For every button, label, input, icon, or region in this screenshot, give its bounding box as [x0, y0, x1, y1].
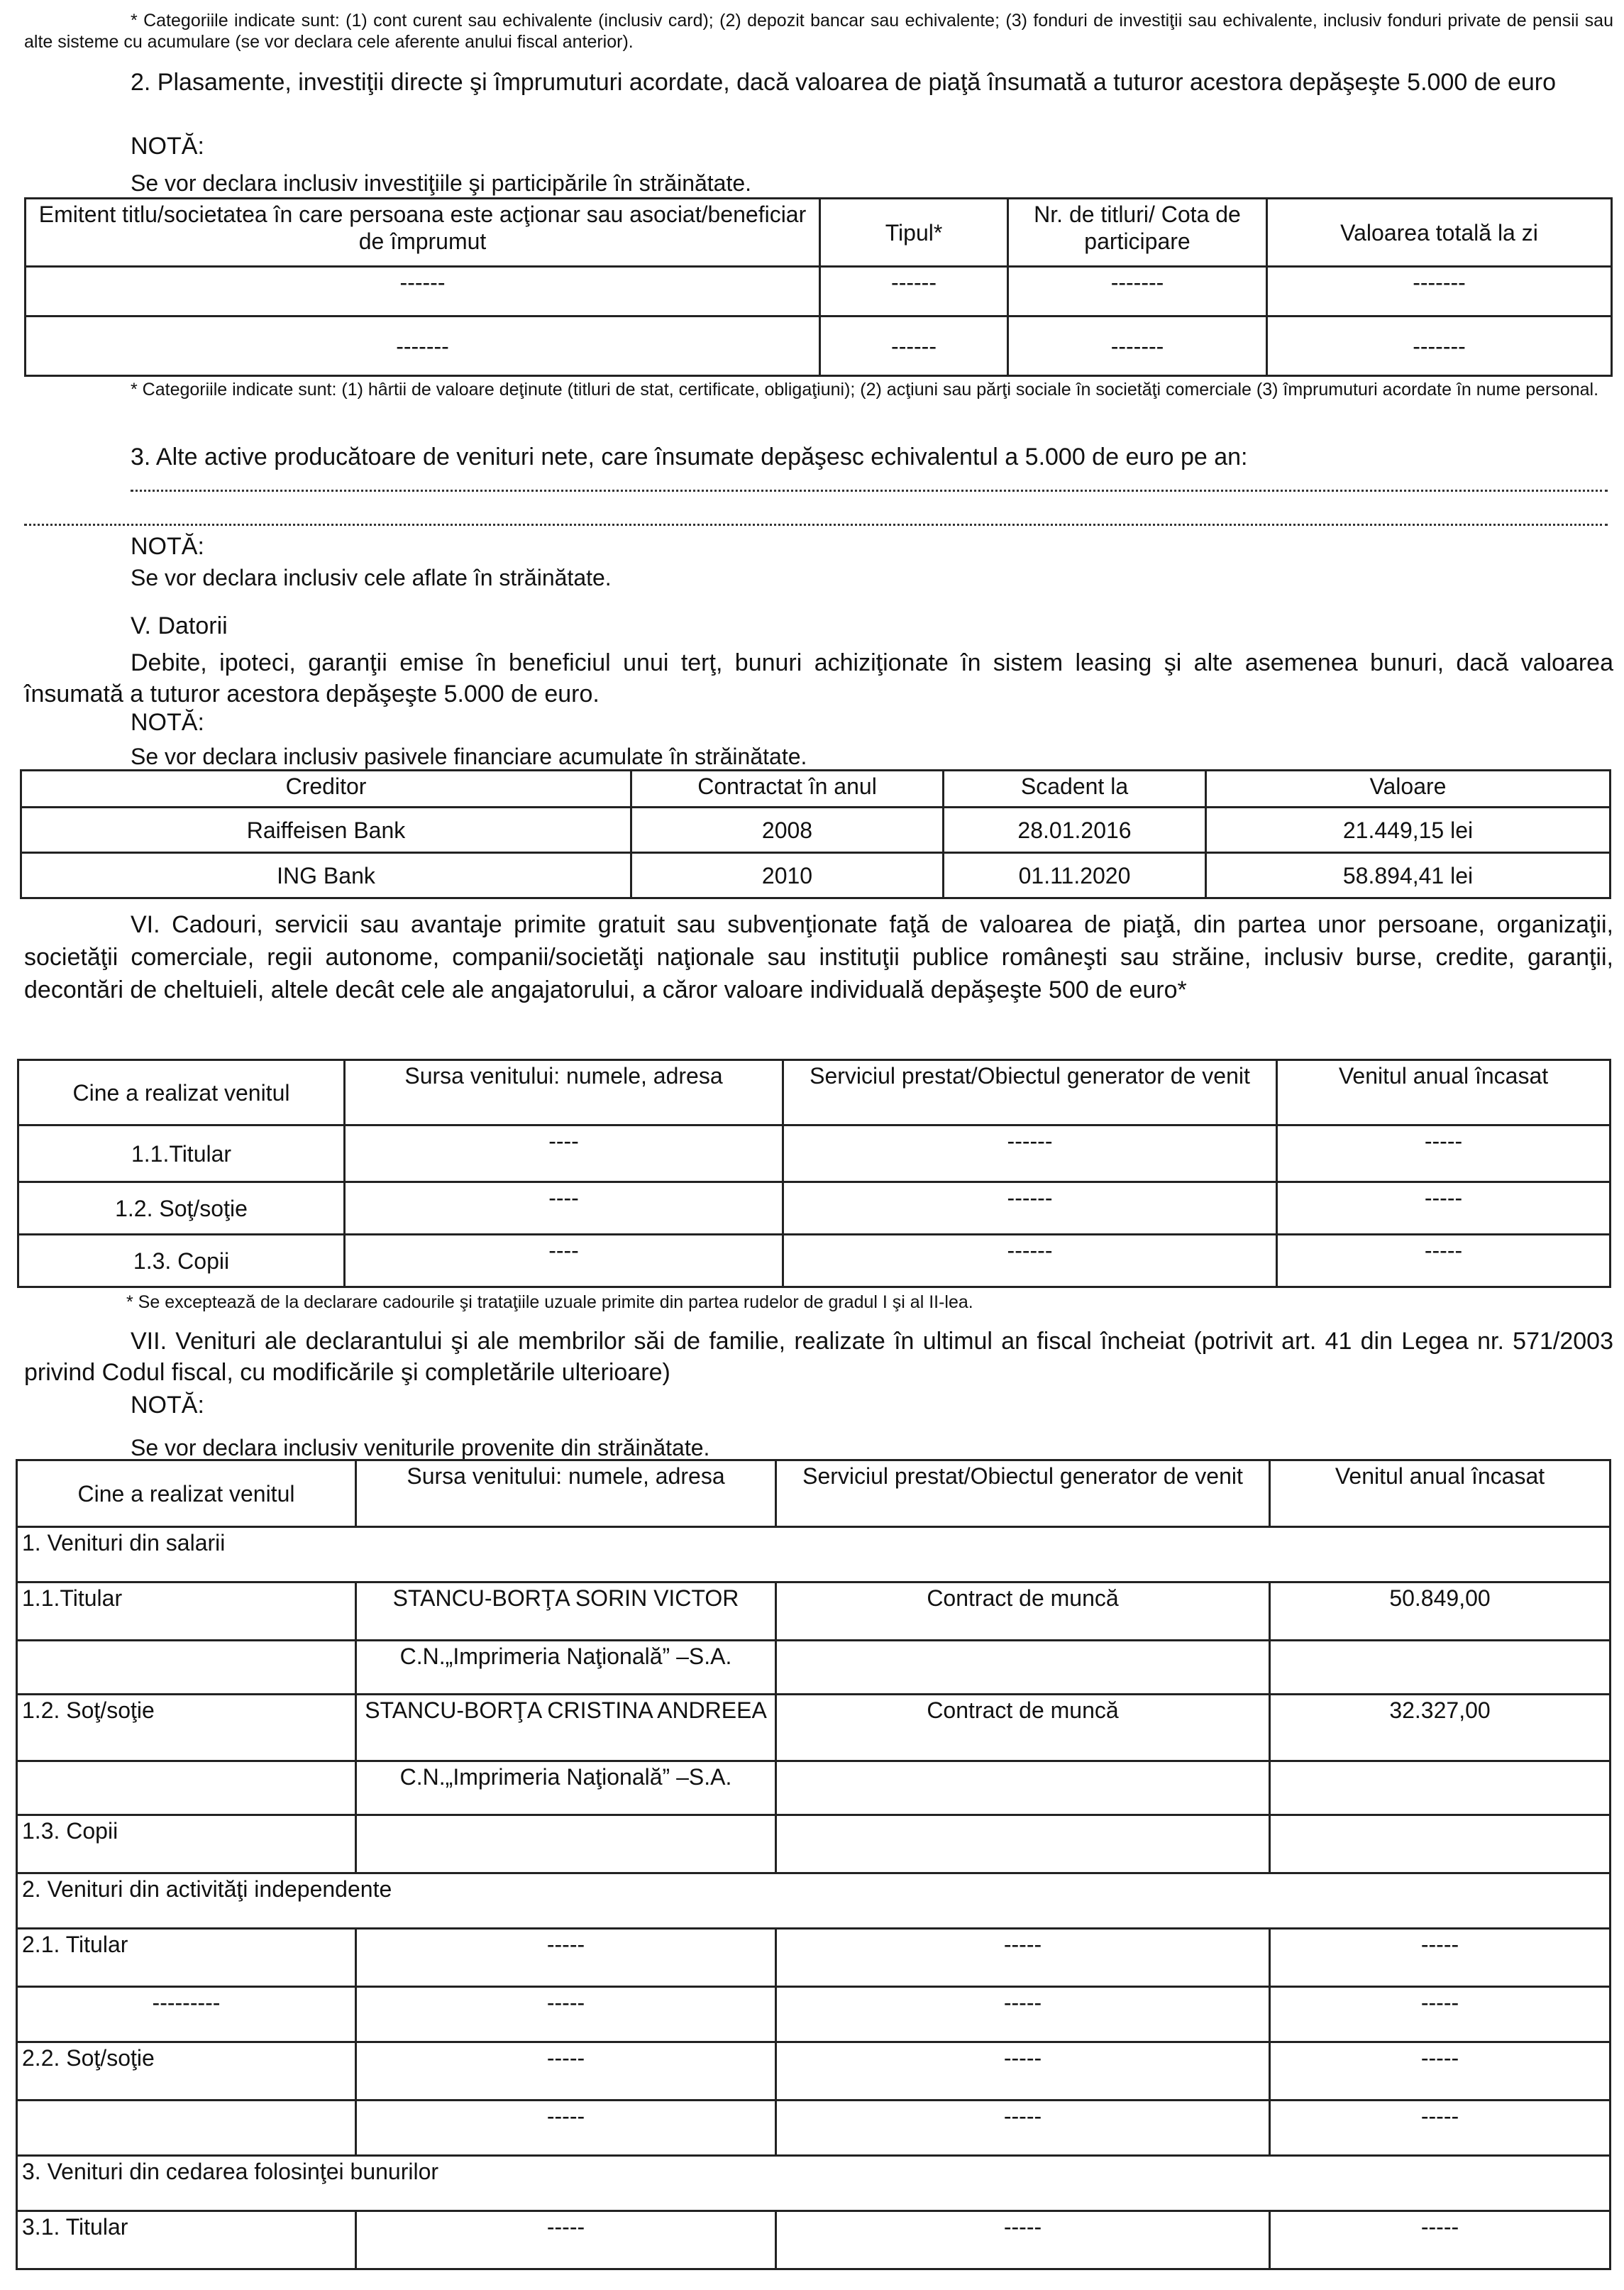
- header-cine: Cine a realizat venitul: [17, 1460, 356, 1527]
- cell-due: 28.01.2016: [944, 808, 1206, 853]
- cell: Contract de muncă: [776, 1582, 1270, 1641]
- cell: ------: [820, 316, 1008, 376]
- category-activitati-independente: 2. Venituri din activităţi independente: [17, 1873, 1611, 1929]
- cell: [17, 1761, 356, 1815]
- cell: -----: [1270, 1929, 1611, 1987]
- cell: [1270, 1815, 1611, 1873]
- dotted-line: [24, 524, 1608, 526]
- cell: -------: [1267, 316, 1612, 376]
- cell: -----: [776, 2211, 1270, 2269]
- investments-footnote: * Categoriile indicate sunt: (1) hârtii de valoare deţinute (titluri de stat, certificate, obligaţiuni); (2) acţiuni sau părţi sociale în societăţi comerciale (3) împrumuturi acordate în nume personal.: [131, 380, 1599, 400]
- table-row: [17, 1929, 1611, 1987]
- cell: -----: [776, 1929, 1270, 1987]
- cell: [776, 1641, 1270, 1695]
- table-row: [18, 1235, 1611, 1287]
- header-venit: Venitul anual încasat: [1270, 1460, 1611, 1527]
- cell: ----: [345, 1235, 783, 1287]
- cell: ---------: [17, 1987, 356, 2042]
- category-cedarea-folosintei: 3. Venituri din cedarea folosinţei bunurilor: [17, 2156, 1611, 2211]
- table-row: [17, 1641, 1611, 1695]
- gifts-table: [17, 1059, 1611, 1288]
- table-row: [21, 853, 1611, 898]
- cell-due: 01.11.2020: [944, 853, 1206, 898]
- cell: [356, 1815, 776, 1873]
- header-contractat: Contractat în anul: [631, 771, 944, 808]
- table-row: [26, 316, 1612, 376]
- section-3-nota-label: NOTĂ:: [131, 533, 204, 560]
- cell: 1.3. Copii: [17, 1815, 356, 1873]
- cell: [1270, 1641, 1611, 1695]
- section-6-text: VI. Cadouri, servicii sau avantaje primite gratuit sau subvenţionate faţă de valoarea de piaţă, din partea unor persoane, organizaţii, societăţii comerciale, regii autonome, companii/societăţi naţionale sau instituţii publice româneşti sau străine, inclusiv burse, credite, garanţii, decontări de cheltuieli, altele decât cele ale angajatorului, a căror valoare individuală depăşeşte 500 de euro*: [24, 911, 1613, 1003]
- gifts-footnote: * Se exceptează de la declarare cadourile şi trataţiile uzuale primite din partea rudelor de gradul I şi al II-lea.: [126, 1292, 973, 1312]
- cell: -----: [356, 1987, 776, 2042]
- cell: [17, 1641, 356, 1695]
- table-row: [26, 267, 1612, 316]
- category-row: [17, 1873, 1611, 1929]
- debts-header-row: [21, 771, 1611, 808]
- header-sursa: Sursa venitului: numele, adresa: [345, 1060, 783, 1125]
- cell-creditor: ING Bank: [21, 853, 631, 898]
- category-row: [17, 1527, 1611, 1582]
- table-row: [17, 1761, 1611, 1815]
- cell: 1.1.Titular: [17, 1582, 356, 1641]
- section-7-text: VII. Venituri ale declarantului şi ale membrilor săi de familie, realizate în ultimul an fiscal încheiat (potrivit art. 41 din Legea nr. 571/2003 privind Codul fiscal, cu modificările şi completările ulterioare): [24, 1328, 1613, 1386]
- income-header-row: [17, 1460, 1611, 1527]
- header-scadent: Scadent la: [944, 771, 1206, 808]
- section-5-nota-text: Se vor declara inclusiv pasivele financiare acumulate în străinătate.: [131, 744, 807, 769]
- cell: C.N.„Imprimeria Naţională” –S.A.: [356, 1761, 776, 1815]
- cell: 32.327,00: [1270, 1695, 1611, 1761]
- cell: [776, 1815, 1270, 1873]
- income-table: [16, 1459, 1611, 2270]
- table-row: [17, 2101, 1611, 2156]
- table-row: [17, 1582, 1611, 1641]
- dotted-line: [131, 490, 1608, 492]
- cell: [1270, 1761, 1611, 1815]
- cell: -------: [1008, 267, 1267, 316]
- cell-value: 58.894,41 lei: [1206, 853, 1611, 898]
- cell: -----: [1270, 2211, 1611, 2269]
- cell: -------: [26, 316, 820, 376]
- cell: [17, 2101, 356, 2156]
- cell: C.N.„Imprimeria Naţională” –S.A.: [356, 1641, 776, 1695]
- cell: -----: [1270, 2042, 1611, 2101]
- header-creditor: Creditor: [21, 771, 631, 808]
- header-valoare-totala: Valoarea totală la zi: [1267, 199, 1612, 267]
- cell: -----: [1270, 2101, 1611, 2156]
- cell: -----: [776, 2042, 1270, 2101]
- cell: 3.1. Titular: [17, 2211, 356, 2269]
- cell: ------: [26, 267, 820, 316]
- category-row: [17, 2156, 1611, 2211]
- investments-header-row: [26, 199, 1612, 267]
- table-row: [21, 808, 1611, 853]
- header-venit: Venitul anual încasat: [1277, 1060, 1611, 1125]
- header-sursa: Sursa venitului: numele, adresa: [356, 1460, 776, 1527]
- section-5-nota-label: NOTĂ:: [131, 709, 204, 736]
- gifts-header-row: [18, 1060, 1611, 1125]
- investments-table: [24, 197, 1613, 377]
- table-row: [17, 1695, 1611, 1761]
- section-3-nota-text: Se vor declara inclusiv cele aflate în străinătate.: [131, 565, 612, 590]
- section-3-heading: 3. Alte active producătoare de venituri nete, care însumate depăşesc echivalentul a 5.000 de euro pe an:: [131, 444, 1248, 470]
- table-row: [17, 2042, 1611, 2101]
- section-5-text: Debite, ipoteci, garanţii emise în beneficiul unui terţ, bunuri achiziţionate în sistem leasing şi alte asemenea bunuri, dacă valoarea însumată a tuturor acestora depăşeşte 5.000 de euro.: [24, 649, 1613, 708]
- header-tip: Tipul*: [820, 199, 1008, 267]
- cell: STANCU-BORŢA CRISTINA ANDREEA: [356, 1695, 776, 1761]
- header-nr-titluri: Nr. de titluri/ Cota de participare: [1008, 199, 1267, 267]
- header-valoare: Valoare: [1206, 771, 1611, 808]
- header-cine: Cine a realizat venitul: [18, 1060, 345, 1125]
- cell-year: 2010: [631, 853, 944, 898]
- cell-value: 21.449,15 lei: [1206, 808, 1611, 853]
- cell: -----: [776, 2101, 1270, 2156]
- cell: -----: [356, 1929, 776, 1987]
- cell: -----: [1277, 1125, 1611, 1182]
- section-2-nota-text: Se vor declara inclusiv investiţiile şi participările în străinătate.: [131, 170, 752, 196]
- table-row: [17, 1815, 1611, 1873]
- cell-year: 2008: [631, 808, 944, 853]
- cell: ------: [783, 1182, 1277, 1235]
- cell: -----: [1270, 1987, 1611, 2042]
- header-emitent: Emitent titlu/societatea în care persoana este acţionar sau asociat/beneficiar de împrumut: [26, 199, 820, 267]
- cell: -----: [776, 1987, 1270, 2042]
- cell: 1.1.Titular: [18, 1125, 345, 1182]
- categories-footnote-1: * Categoriile indicate sunt: (1) cont curent sau echivalente (inclusiv card); (2) depozit bancar sau echivalente; (3) fonduri de investiţii sau echivalente, inclusiv fonduri private de pensii sau alte sisteme cu acumulare (se vor declara cele aferente anului fiscal anterior).: [24, 11, 1613, 52]
- cell: ----: [345, 1125, 783, 1182]
- cell: 50.849,00: [1270, 1582, 1611, 1641]
- cell-creditor: Raiffeisen Bank: [21, 808, 631, 853]
- cell: -------: [1267, 267, 1612, 316]
- cell: -----: [1277, 1182, 1611, 1235]
- cell: STANCU-BORŢA SORIN VICTOR: [356, 1582, 776, 1641]
- cell: 1.2. Soţ/soţie: [18, 1182, 345, 1235]
- cell: 2.1. Titular: [17, 1929, 356, 1987]
- section-7-nota-text: Se vor declara inclusiv veniturile provenite din străinătate.: [131, 1435, 710, 1460]
- cell: -----: [356, 2042, 776, 2101]
- cell: [776, 1761, 1270, 1815]
- cell: ------: [783, 1235, 1277, 1287]
- header-serviciul: Serviciul prestat/Obiectul generator de venit: [783, 1060, 1277, 1125]
- category-salarii: 1. Venituri din salarii: [17, 1527, 1611, 1582]
- cell: ----: [345, 1182, 783, 1235]
- table-row: [17, 2211, 1611, 2269]
- cell: Contract de muncă: [776, 1695, 1270, 1761]
- cell: -----: [356, 2101, 776, 2156]
- table-row: [18, 1182, 1611, 1235]
- cell: -------: [1008, 316, 1267, 376]
- cell: -----: [1277, 1235, 1611, 1287]
- cell: ------: [783, 1125, 1277, 1182]
- header-serviciul: Serviciul prestat/Obiectul generator de venit: [776, 1460, 1270, 1527]
- cell: 1.2. Soţ/soţie: [17, 1695, 356, 1761]
- table-row: [17, 1987, 1611, 2042]
- section-5-title: V. Datorii: [131, 612, 228, 639]
- cell: 1.3. Copii: [18, 1235, 345, 1287]
- debts-table: [20, 769, 1611, 899]
- table-row: [18, 1125, 1611, 1182]
- cell: ------: [820, 267, 1008, 316]
- section-7-nota-label: NOTĂ:: [131, 1392, 204, 1419]
- cell: -----: [356, 2211, 776, 2269]
- cell: 2.2. Soţ/soţie: [17, 2042, 356, 2101]
- section-2-nota-label: NOTĂ:: [131, 133, 204, 160]
- section-2-heading: 2. Plasamente, investiţii directe şi împrumuturi acordate, dacă valoarea de piaţă însumată a tuturor acestora depăşeşte 5.000 de euro: [131, 69, 1557, 96]
